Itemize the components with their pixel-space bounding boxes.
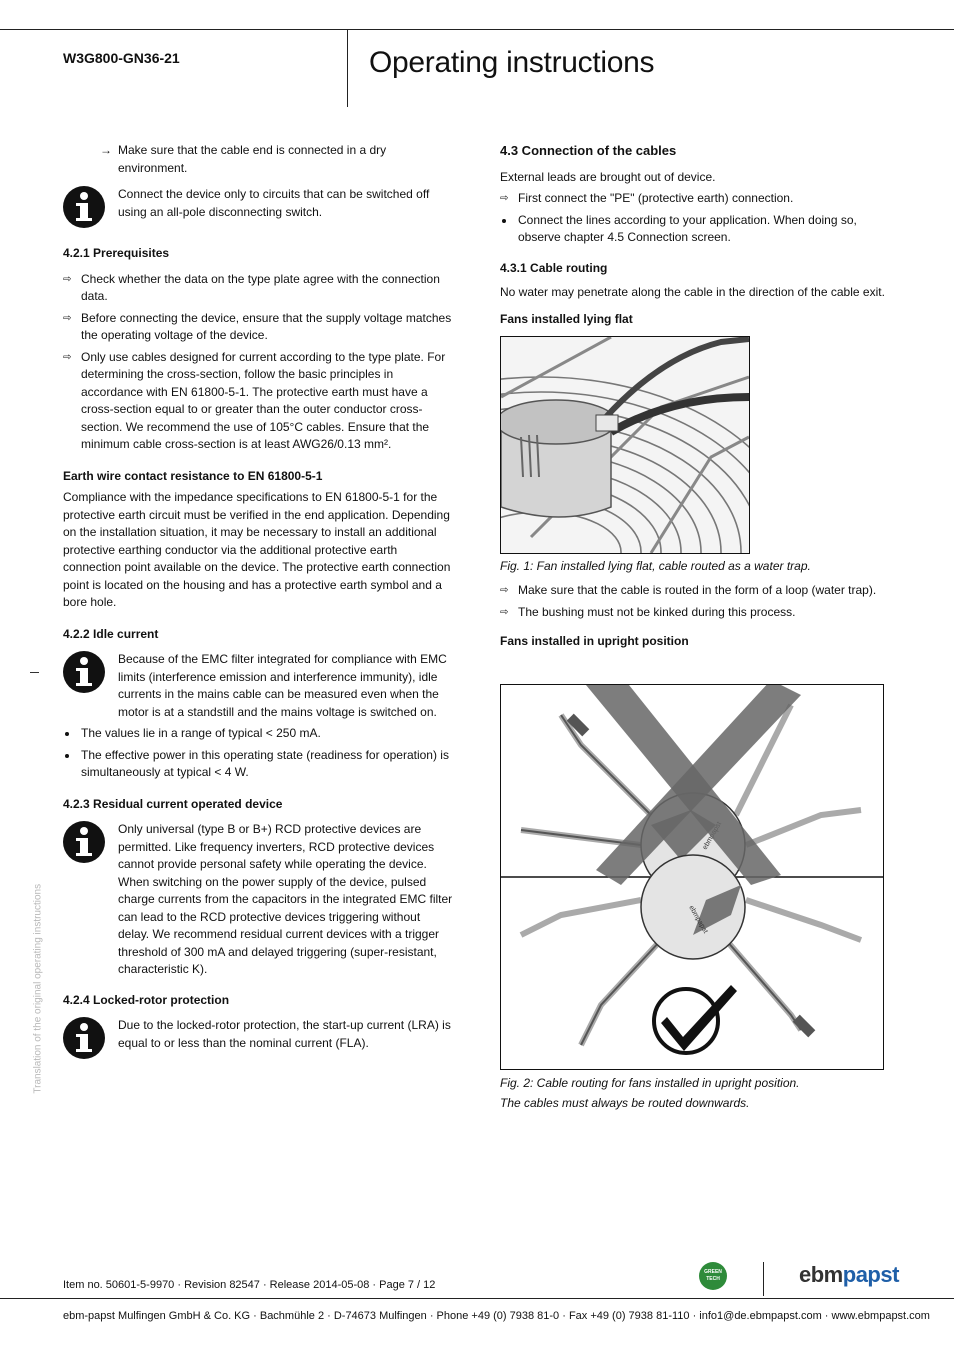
list-item: ⇨ The bushing must not be kinked during this process. (500, 604, 890, 622)
list-item: ⇨ Only use cables designed for current according to the type plate. For determining the cross-section, follow the basic principles in accordance with EN 61800-5-1. The protective earth must have a cross-section equal to or greater than the outer conductor cross-section. We recommend the use of 105°C cables. Ensure that the minimum cable cross-section is at least AWG26/0.13 mm². (63, 349, 446, 451)
info-note-lrp (63, 1017, 453, 1059)
arrow-bullet-icon: ⇨ (63, 351, 72, 363)
model-number: W3G800-GN36-21 (63, 50, 180, 66)
info-note-rcd (63, 821, 453, 979)
list-item: ⇨ Check whether the data on the type plate agree with the connection data. (63, 271, 440, 303)
list-item: The values lie in a range of typical < 250 mA. (63, 725, 453, 743)
footer-item-line: Item no. 50601-5-9970 · Revision 82547 · Release 2014-05-08 · Page 7 / 12 (63, 1279, 436, 1291)
section-heading: 4.3 Connection of the cables (500, 143, 677, 158)
info-icon (63, 1017, 105, 1059)
fan-flat-illustration (501, 337, 749, 553)
footer-rule (0, 1298, 954, 1299)
info-text: Because of the EMC filter integrated for compliance with EMC limits (interference emission and interference immunity), idle currents in the mains cable can be measured even when the motor is at a standstill and the mains voltage is switched on. (118, 652, 447, 719)
section-heading: 4.3.1 Cable routing (500, 260, 608, 275)
right-column (500, 142, 890, 328)
arrow-bullet-icon: ⇨ (500, 193, 509, 204)
info-note-idle (63, 651, 453, 721)
section-heading: Fans installed in upright position (500, 634, 689, 648)
info-icon (63, 821, 105, 863)
intro-text: Make sure that the cable end is connected in a dry environment. (118, 143, 387, 175)
section-heading: 4.2.4 Locked-rotor protection (63, 992, 230, 1007)
info-text: Only universal (type B or B+) RCD protective devices are permitted. Like frequency inverters, RCD protective devices cannot provide personal safety while operating the device. When switching on the power supply of the device, pulsed charge currents from the capacitors in the integrated EMC filter can lead to the RCD protective devices triggering without delay. We recommend residual current devices with a trigger threshold of 300 mA and delayed triggering (super-resistant, characteristic K). (118, 822, 453, 976)
arrow-bullet-icon: ⇨ (500, 606, 509, 618)
figure-fan-lying-flat (500, 336, 750, 554)
list-item: ⇨ Before connecting the device, ensure that the supply voltage matches the operating voltage of the device. (63, 310, 452, 342)
arrow-bullet-icon: ⇨ (63, 312, 72, 324)
page-title: Operating instructions (369, 46, 655, 79)
info-text: Due to the locked-rotor protection, the start-up current (LRA) is equal to or less than the nominal current (FLA). (118, 1018, 451, 1050)
dot-bullet-icon (65, 732, 69, 736)
dot-bullet-icon (65, 754, 69, 758)
section-heading: Fans installed lying flat (500, 311, 633, 326)
routing-text: No water may penetrate along the cable in the direction of the cable exit. (500, 285, 885, 299)
list-item: ⇨ First connect the "PE" (protective earth) connection. (500, 190, 890, 208)
info-icon (63, 651, 105, 693)
section-heading: 4.2.2 Idle current (63, 626, 159, 641)
footer-address: ebm-papst Mulfingen GmbH & Co. KG · Bachmühle 2 · D-74673 Mulfingen · Phone +49 (0) 7938 81-0 · Fax +49 (0) 7938 81-110 · info1@de.ebmpapst.com · www.ebmpapst.com (63, 1310, 930, 1322)
header-top-rule (0, 29, 954, 30)
section-heading: 4.2.1 Prerequisites (63, 246, 170, 260)
margin-mark (30, 672, 39, 673)
fan-upright-illustration (501, 685, 883, 1069)
footer-divider (763, 1262, 764, 1296)
figure-caption: The cables must always be routed downwards. (500, 1096, 750, 1110)
figure-caption: Fig. 1: Fan installed lying flat, cable routed as a water trap. (500, 559, 811, 573)
checkmark-icon (654, 985, 737, 1053)
figure-fan-upright (500, 684, 884, 1070)
greentech-badge: GREEN TECH (699, 1262, 727, 1290)
arrow-bullet-icon: → (100, 143, 112, 157)
info-icon (63, 186, 105, 228)
section-heading: Earth wire contact resistance to EN 61800-5-1 (63, 468, 323, 483)
housing-logo-text: ebmpapst (687, 904, 709, 935)
figure-caption: Fig. 2: Cable routing for fans installed in upright position. (500, 1076, 800, 1090)
earth-text: Compliance with the impedance specifications to EN 61800-5-1 for the protective earth circuit must be verified in the end application. Depending on the installation situation, it may be necessary to install an additional protective earthing conductor via the additional protective earth connection point available on the device. The protective earth connection point is located on the housing and has a protective earth symbol and a bore hole. (63, 490, 451, 609)
arrow-bullet-icon: ⇨ (63, 273, 72, 285)
side-note: Translation of the original operating instructions (32, 883, 44, 1094)
arrow-bullet-icon: ⇨ (500, 585, 509, 596)
conn-list (500, 190, 890, 247)
list-item: The effective power in this operating state (readiness for operation) is simultaneously at typical < 4 W. (63, 747, 453, 782)
dot-bullet-icon (502, 219, 506, 223)
prereq-list (63, 271, 453, 454)
flat-list (500, 582, 890, 651)
intro-note (45, 142, 453, 177)
section-heading: 4.2.3 Residual current operated device (63, 796, 283, 811)
list-item: Connect the lines according to your application. When doing so, observe chapter 4.5 Connection screen. (500, 212, 890, 247)
list-item: ⇨ Make sure that the cable is routed in the form of a loop (water trap). (500, 582, 890, 600)
brand-logo: ebmpapst (799, 1262, 899, 1287)
idle-list (63, 725, 453, 782)
conn-text: External leads are brought out of device. (500, 169, 716, 184)
info-text: Connect the device only to circuits that can be switched off using an all-pole disconnecting switch. (118, 187, 430, 219)
left-column (63, 142, 453, 1059)
header-divider (347, 29, 348, 107)
info-note-allpole (63, 186, 453, 228)
